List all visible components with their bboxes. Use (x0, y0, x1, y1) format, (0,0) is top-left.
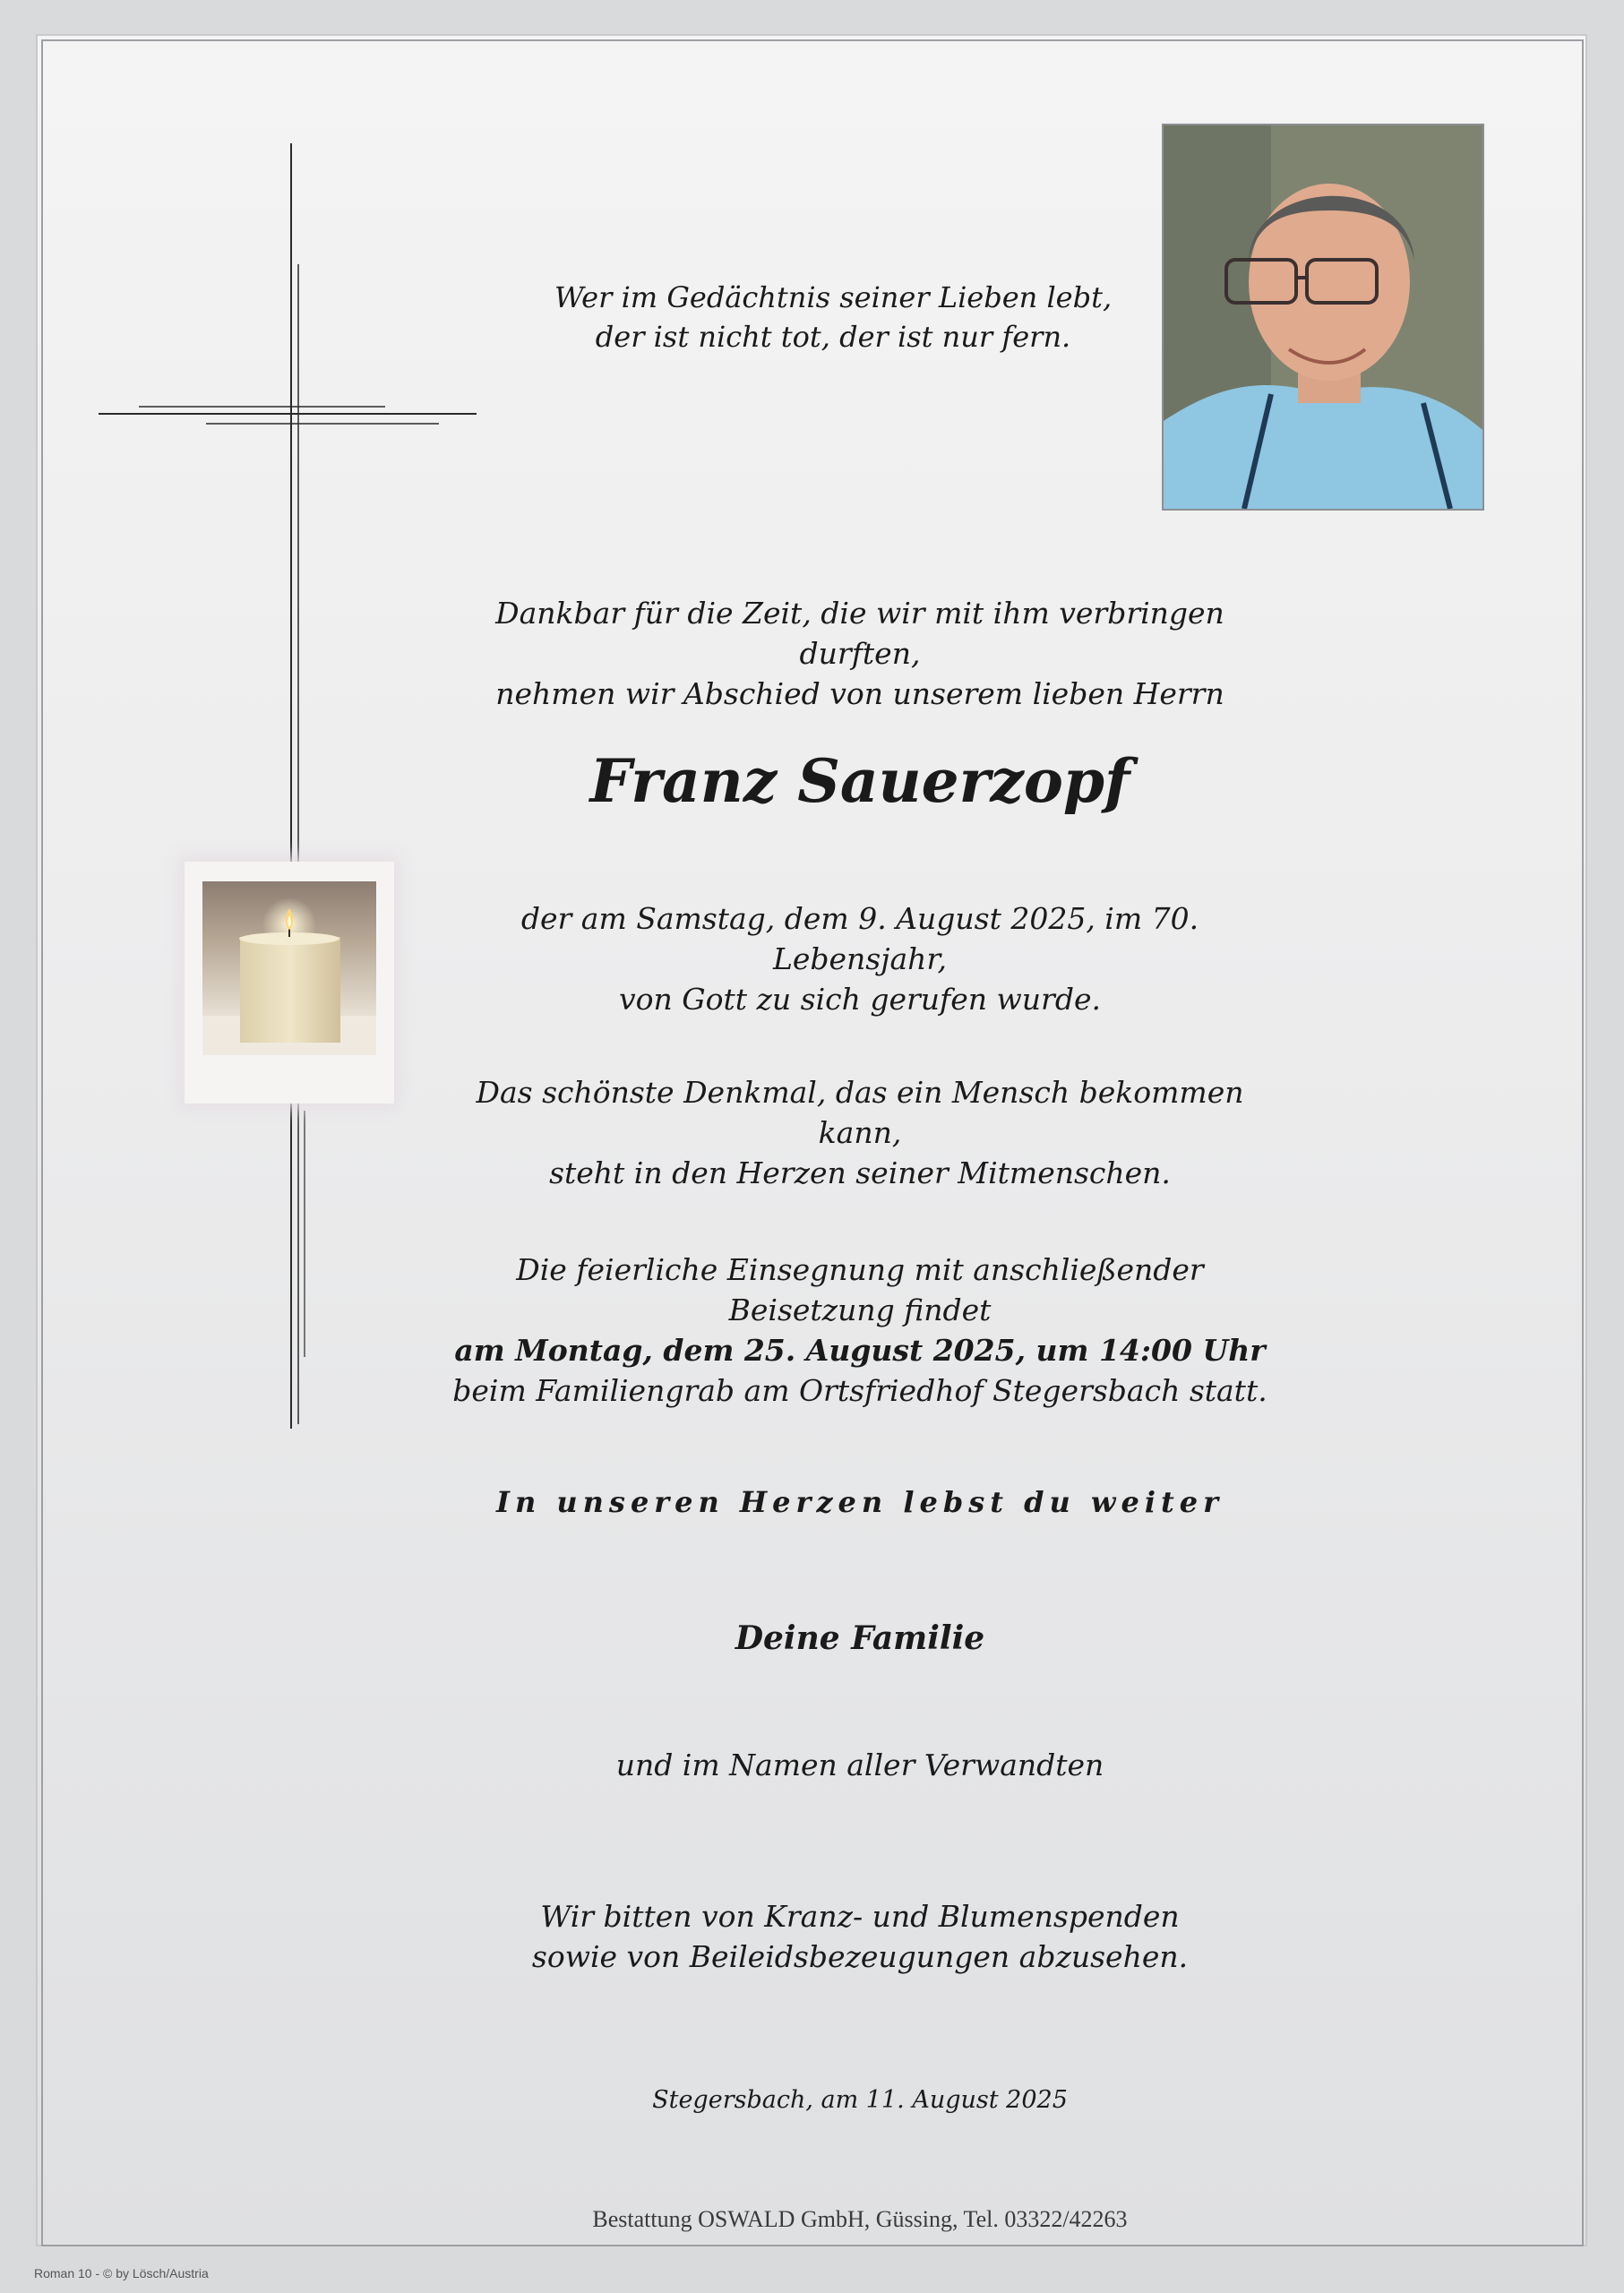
candle-icon (202, 881, 376, 1055)
motto: In unseren Herzen lebst du weiter (496, 1485, 1224, 1519)
ceremony-line-3: beim Familiengrab am Ortsfriedhof Stegersbach statt. (452, 1373, 1267, 1408)
opening-quote (466, 278, 1200, 356)
ceremony-line-1: Die feierliche Einsegnung mit anschließender Beisetzung findet (516, 1252, 1204, 1327)
place-date: Stegersbach, am 11. August 2025 (652, 2086, 1068, 2114)
quote-line-1: Wer im Gedächtnis seiner Lieben lebt, (554, 280, 1113, 314)
candle-image (185, 862, 394, 1104)
request-line-1: Wir bitten von Kranz- und Blumenspenden (540, 1899, 1180, 1934)
relatives-line: und im Namen aller Verwandten (615, 1748, 1104, 1782)
quote-line-2: der ist nicht tot, der ist nur fern. (595, 320, 1071, 354)
deceased-name: Franz Sauerzopf (589, 746, 1130, 816)
memorial-line-2: steht in den Herzen seiner Mitmenschen. (549, 1155, 1171, 1190)
intro-line-2: nehmen wir Abschied von unserem lieben Herrn (495, 676, 1224, 711)
death-line-2: von Gott zu sich gerufen wurde. (619, 982, 1101, 1017)
donation-request (448, 1896, 1272, 1977)
request-line-2: sowie von Beileidsbezeugungen abzusehen. (531, 1939, 1189, 1974)
intro-text (448, 593, 1272, 714)
ceremony-info (430, 1250, 1290, 1411)
family-signature: Deine Familie (735, 1619, 985, 1657)
intro-line-1: Dankbar für die Zeit, die wir mit ihm verbringen durften, (495, 596, 1224, 671)
template-credit: Roman 10 - © by Lösch/Austria (34, 2266, 209, 2280)
death-line-1: der am Samstag, dem 9. August 2025, im 70. Lebensjahr, (520, 901, 1199, 976)
funeral-home: Bestattung OSWALD GmbH, Güssing, Tel. 03322/42263 (592, 2206, 1128, 2232)
portrait-icon (1164, 125, 1482, 509)
death-notice (448, 898, 1272, 1019)
memorial-line-1: Das schönste Denkmal, das ein Mensch bekommen kann, (476, 1075, 1244, 1150)
memorial-quote (448, 1072, 1272, 1193)
portrait-photo (1162, 124, 1484, 511)
ceremony-datetime: am Montag, dem 25. August 2025, um 14:00 Uhr (454, 1333, 1266, 1368)
